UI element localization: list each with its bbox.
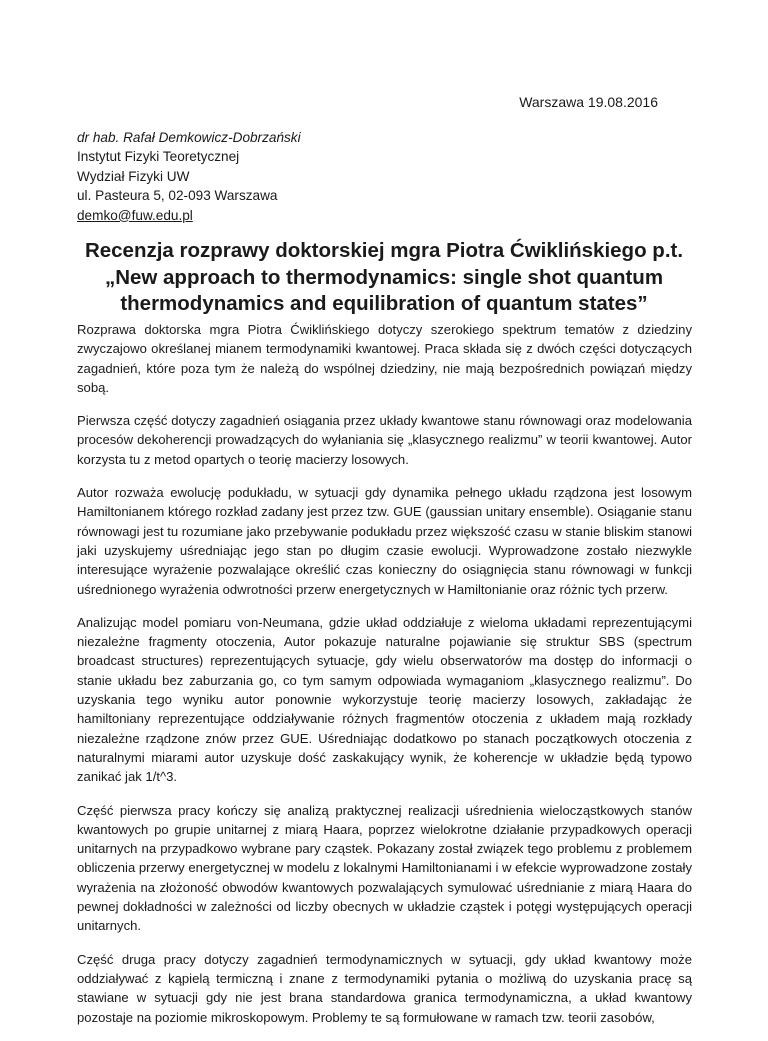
body-paragraph-6: Część druga pracy dotyczy zagadnień termodynamicznych w sytuacji, gdy układ kwantowy może oddziaływać z kąpielą termiczną i znane z termodynamiki pytania o możliwą do uzyskania pracę są stawiane w sytuacji gdy nie jest brana standardowa granica termodynamiczna, a układ kwantowy pozostaje na poziomie mikroskopowym. Problemy te są formułowane w ramach tzw. teorii zasobów, [77, 951, 692, 1025]
sender-faculty: Wydział Fizyki UW [77, 168, 190, 184]
sender-institute: Instytut Fizyki Teoretycznej [77, 149, 240, 165]
place-date: Warszawa 19.08.2016 [519, 94, 658, 110]
sender-name: dr hab. Rafał Demkowicz-Dobrzański [77, 130, 301, 145]
body-paragraph-2: Pierwsza część dotyczy zagadnień osiągania przez układy kwantowe stanu równowagi oraz modelowania procesów dekoherencji prowadzących do wyłaniania się „klasycznego realizmu” w teorii kwantowej. Autor korzysta tu z metod opartych o teorię macierzy losowych. [77, 413, 692, 467]
sender-address-block [77, 128, 301, 225]
review-title-line-3: thermodynamics and equilibration of quantum states” [120, 292, 648, 315]
review-title-line-1: Recenzja rozprawy doktorskiej mgra Piotra Ćwiklińskiego p.t. [84, 239, 684, 262]
review-title-line-2: „New approach to thermodynamics: single shot quantum [104, 265, 664, 289]
sender-email-link[interactable]: demko@fuw.edu.pl [77, 207, 193, 223]
body-paragraph-5: Część pierwsza pracy kończy się analizą praktycznej realizacji uśrednienia wielocząstkowych stanów kwantowych po grupie unitarnej z miarą Haara, poprzez wielokrotne działanie przypadkowych operacji unitarnych na przypadkowo wybrane pary cząstek. Pokazany został związek tego problemu z problemem obliczenia przerwy energetycznej w modelu z lokalnymi Hamiltonianami i w efekcie wyprowadzone zostały wyrażenia na złożoność obwodów kwantowych pozwalających symulować uśrednianie z miarą Haara do pewnej dokładności w zależności od liczby obecnych w układzie cząstek i potęgi występujących operacji unitarnych. [77, 802, 692, 934]
body-paragraph-1: Rozprawa doktorska mgra Piotra Ćwiklińskiego dotyczy szerokiego spektrum tematów z dziedziny zwyczajowo określanej mianem termodynamiki kwantowej. Praca składa się z dwóch części dotyczących zagadnień, które poza tym że należą do wspólnej dziedziny, nie mają bezpośrednich powiązań między sobą. [77, 322, 692, 395]
body-paragraph-3: Autor rozważa ewolucję podukładu, w sytuacji gdy dynamika pełnego układu rządzona jest losowym Hamiltonianem którego rozkład zadany jest przez tzw. GUE (gaussian unitary ensemble). Osiąganie stanu równowagi jest tu rozumiane jako przebywanie podukładu przez większość czasu w stanie bliskim stanowi jaki uzyskujemy uśredniając jego stan po długim czasie ewolucji. Wyprowadzone zostało niezwykle interesujące wyrażenie pozwalające określić czas konieczny do osiągnięcia stanu równowagi w funkcji uśrednionego wyrażenia odwrotności przerw energetycznych w Hamiltonianie oraz różnic tych przerw. [77, 485, 692, 597]
review-title [70, 238, 698, 318]
body-paragraph-4: Analizując model pomiaru von-Neumana, gdzie układ oddziałuje z wieloma układami reprezentującymi niezależne fragmenty otoczenia, Autor pokazuje naturalne pojawianie się struktur SBS (spectrum broadcast structures) reprezentujących sytuacje, gdy wielu obserwatorów ma dostęp do informacji o stanie układu bez zaburzania go, co tym samym odpowiada wymaganiom „klasycznego realizmu”. Do uzyskania tego wyniku autor ponownie wykorzystuje teorię macierzy losowych, zakładając że hamiltoniany reprezentujące oddziaływanie różnych fragmentów otoczenia z układem mają rozkłady niezależne rządzone znów przez GUE. Uśredniając dodatkowo po stanach początkowych otoczenia z naturalnymi miarami autor uzyskuje dość zaskakujący wynik, że koherencje w układzie będą typowo zanikać jak 1/t^3. [77, 614, 692, 785]
sender-street: ul. Pasteura 5, 02-093 Warszawa [77, 188, 278, 204]
review-body [77, 320, 692, 1041]
